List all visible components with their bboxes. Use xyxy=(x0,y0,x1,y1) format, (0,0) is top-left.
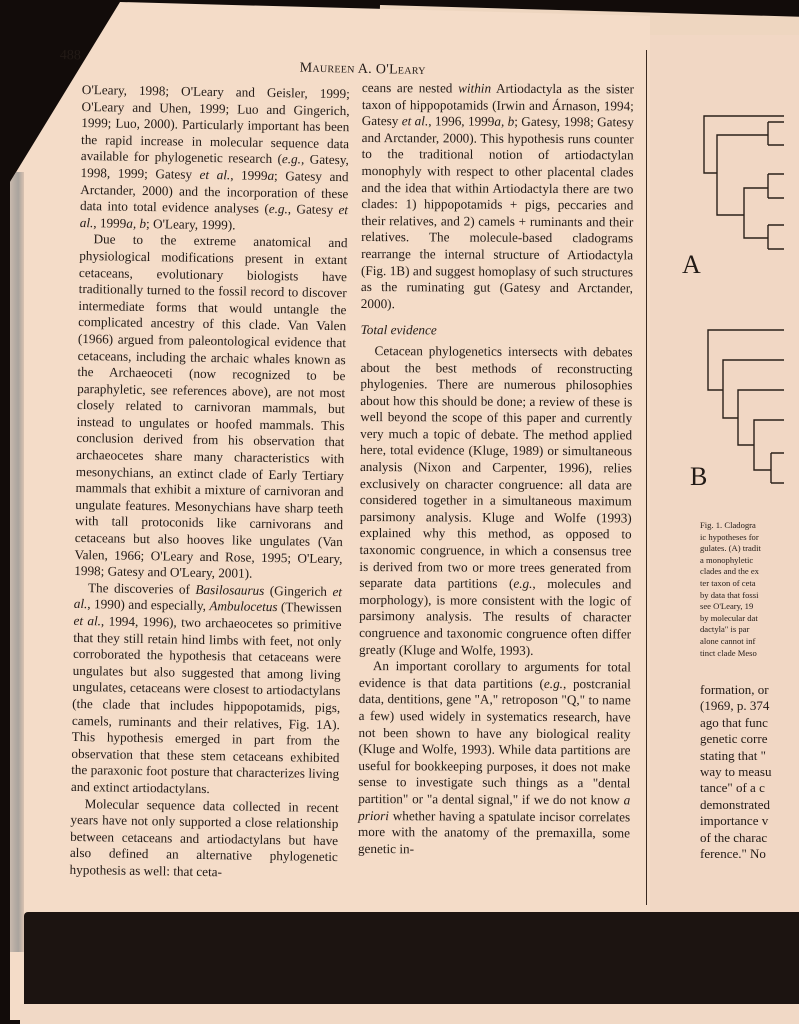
caption-line: gulates. (A) tradit xyxy=(700,543,761,554)
panel-a-label: A xyxy=(682,250,701,279)
text-run: The discoveries of xyxy=(87,579,196,597)
text-run: (Gingerich xyxy=(264,582,333,599)
text-run: , 1999 xyxy=(93,214,127,231)
italic-text: et al. xyxy=(401,113,429,129)
text-run: ; Gatesy, 1998; Gatesy and Arctander, 2000). This hypothesis runs counter to the traditional notion of artiodactylan monophyly with respect to other placental clades and the idea that within Artiodactyla there are two clades: 1) hippopotamids + pigs, peccaries and their relatives, and 2) camels + ruminants and their relatives. The molecule-based cladograms rearrange the internal structure of Artiodactyla (Fig. 1B) and suggest homoplasy of such structures as the ruminating gut (Gatesy and Arctander, 2000). xyxy=(360,113,634,311)
left-column xyxy=(69,82,349,883)
italic-text: e.g. xyxy=(513,576,533,592)
text-run: , postcranial data, dentitions, gene "A," retroposon "Q," to name a few) used widely in systematics research, have not been shown to have any biological reality (Kluge and Wolfe, 1993). While data partitions are useful for bookkeeping purposes, it does not make sense to investigate such things as a "dental partition" or "a dental signal," if we do not know xyxy=(358,675,631,808)
text-run: , 1996, 1999 xyxy=(428,113,495,129)
italic-text: a priori xyxy=(358,792,631,823)
facing-text-line: ference." No xyxy=(700,846,766,862)
cladogram-a-branches xyxy=(704,116,784,249)
text-run: whether having a spatulate incisor correlates more with the anatomy of the premaxilla, some genetic in- xyxy=(357,807,631,857)
section-heading: Total evidence xyxy=(360,322,437,338)
facing-text-line: stating that " xyxy=(700,747,766,763)
caption-line: alone cannot inf xyxy=(700,635,756,646)
left-column-paragraph xyxy=(69,795,338,882)
facing-text-line: way to measu xyxy=(700,764,772,780)
text-run: ; O'Leary, 1999). xyxy=(145,215,236,233)
italic-text: a, b xyxy=(126,215,147,231)
italic-text: Basilosaurus xyxy=(195,581,265,598)
figure-caption xyxy=(700,520,799,659)
italic-text: et al. xyxy=(73,583,343,612)
italic-text: Ambulocetus xyxy=(209,598,278,615)
caption-line: dactyla" is par xyxy=(700,624,750,635)
page-number: 488 xyxy=(59,48,81,64)
caption-line: by data that fossi xyxy=(700,589,759,600)
author-running-head: Maureen A. O'Leary xyxy=(299,60,426,79)
page-left-edge xyxy=(10,172,24,952)
caption-line: ter taxon of ceta xyxy=(700,577,756,588)
text-run: ceans are nested xyxy=(361,80,459,96)
text-run: Molecular sequence data collected in recent years have not only supported a close relationship between cetaceans and artiodactylans but have also defined an alternative phylogenetic hypothesis as well: that ceta- xyxy=(69,795,339,880)
right-column xyxy=(358,80,634,859)
text-run: , 1994, 1996), two archaeocetes so primitive that they still retain hind limbs with feet, not only corroborated the hypothesis that cetaceans were ungulates but also suggested that among living ungulates, cetaceans were closest to artiodactylans (the clade that includes hippopotamids, pigs, camels, ruminants and their relatives, Fig. 1A). This hypothesis emerged in part from the observation that these stem cetaceans exhibited the paraxonic foot posture that characterizes living and extinct artiodactylans. xyxy=(70,613,342,797)
facing-text-line: genetic corre xyxy=(700,731,768,747)
italic-text: et al. xyxy=(73,612,102,629)
text-run: Artiodactyla as the sister taxon of hippopotamids (Irwin and Árnason, 1994; Gatesy xyxy=(361,80,634,129)
cladogram-b-branches xyxy=(708,330,784,483)
text-run: Due to the extreme anatomical and physiological modifications present in extant cetaceans, evolutionary biologists have traditionally turned to the fossil record to discover intermediate forms that would untangle the complicated ancestry of this clade. Van Valen (1966) argued from paleontological evidence that cetaceans, including the archaic whales known as the Archaeoceti (now recognized to be paraphyletic, see references above), are not most closely related to carnivoran mammals, but instead to ungulates or hoofed mammals. This conclusion derived from his observation that archaeocetes share many characteristics with mesonychians, an extinct clade of Early Tertiary mammals that exhibit a mixture of carnivoran and ungulate features. Mesonychians have sharp teeth with tall protoconids like carnivorans and cetaceans but also hooves like ungulates (Van Valen, 1966; O'Leary and Rose, 1995; O'Leary, 1998; Gatesy and O'Leary, 2001). xyxy=(74,231,348,581)
italic-text: e.g. xyxy=(281,151,302,167)
right-column-paragraph xyxy=(359,343,633,660)
right-column-paragraph xyxy=(358,658,631,859)
italic-text: et al. xyxy=(199,166,231,183)
text-run: ; Gatesy and Arctander, 2000) and the incorporation of these data into total evidence analyses ( xyxy=(79,167,349,217)
text-run: , Gatesy, 1998, 1999; Gatesy xyxy=(80,151,349,182)
text-run: An important corollary to arguments for total evidence is that data partitions ( xyxy=(358,658,631,691)
text-run: , molecules and morphology), is more consistent with the logic of parsimony analysis. The results of character congruence and taxonomic congruence often differ greatly (Kluge and Wolfe, 1993). xyxy=(358,576,632,658)
italic-text: et al. xyxy=(79,202,349,230)
gutter-line xyxy=(646,50,647,905)
right-column-paragraph xyxy=(361,80,634,314)
left-column-paragraph xyxy=(80,82,350,236)
caption-line: ic hypotheses for xyxy=(700,531,759,542)
dark-background-band xyxy=(24,912,799,1008)
facing-text-line: formation, or xyxy=(700,682,769,697)
caption-line: tinct clade Meso xyxy=(700,647,757,658)
caption-line: clades and the ex xyxy=(700,566,759,577)
facing-text-line: importance v xyxy=(700,813,769,829)
italic-text: e.g. xyxy=(268,201,288,217)
text-run: O'Leary, 1998; O'Leary and Geisler, 1999; O'Leary and Uhen, 1999; Luo and Gingerich, 1999; Luo, 2000). Particularly important has been the rapid increase in molecular sequence data available for phylogenetic research ( xyxy=(80,82,350,167)
italic-text: a xyxy=(267,167,275,183)
text-run: (Thewissen xyxy=(277,599,342,616)
facing-text-line: demonstrated xyxy=(700,796,771,812)
facing-text-line: (1969, p. 374 xyxy=(700,698,770,714)
italic-text: e.g. xyxy=(543,675,564,691)
caption-line: a monophyletic xyxy=(700,554,754,565)
panel-b-label: B xyxy=(690,462,708,491)
facing-text-line: of the charac xyxy=(700,829,768,845)
facing-text-line: ago that func xyxy=(700,714,768,730)
italic-text: within xyxy=(458,80,492,96)
left-column-paragraph xyxy=(71,580,342,800)
facing-page-text xyxy=(700,682,799,862)
text-run: Cetacean phylogenetics intersects with debates about the best methods of reconstructing phylogenies. There are numerous philosophies about how this should be done; a review of these is well beyond the scope of this paper and currently very much a topic of debate. The method applied here, total evidence (Kluge, 1989) or simultaneous analysis (Nixon and Carpenter, 1996), relies exclusively on character congruence: all data are considered together in a simultaneous maximum parsimony analysis. Kluge and Wolfe (1993) explained why this method, as opposed to taxonomic congruence, in which a consensus tree is derived from two or more trees generated from separate data partitions ( xyxy=(359,342,633,592)
text-run: , 1999 xyxy=(230,167,268,183)
page-bottom-edge xyxy=(20,1004,799,1024)
caption-line: see O'Leary, 19 xyxy=(700,601,754,612)
caption-line: by molecular dat xyxy=(700,612,758,623)
italic-text: a, b xyxy=(494,113,515,129)
text-run: , Gatesy xyxy=(287,201,339,218)
left-column-paragraph xyxy=(74,231,347,584)
caption-line: Fig. 1. Cladogra xyxy=(700,520,756,530)
cladogram-svg xyxy=(680,100,799,500)
text-run: , 1990) and especially, xyxy=(87,596,210,614)
figure-1-cladograms xyxy=(680,100,799,500)
facing-text-line: tance" of a c xyxy=(700,780,765,796)
